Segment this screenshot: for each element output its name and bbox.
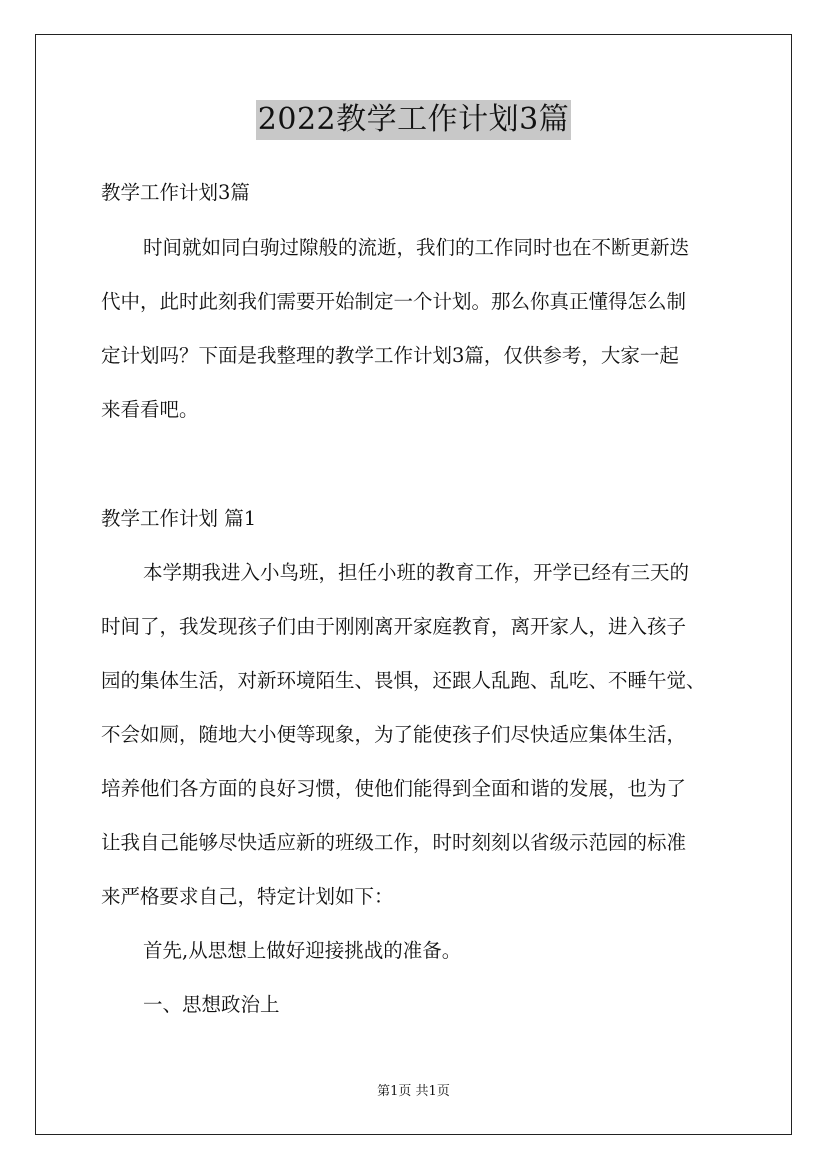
body-line: 园的集体生活，对新环境陌生、畏惧，还跟人乱跑、乱吃、不睡午觉、 [101, 669, 706, 692]
body-line: 让我自己能够尽快适应新的班级工作，时时刻刻以省级示范园的标准 [101, 831, 687, 854]
body-line: 不会如厕，随地大小便等现象，为了能使孩子们尽快适应集体生活， [101, 723, 687, 746]
body-line: 时间了，我发现孩子们由于刚刚离开家庭教育，离开家人，进入孩子 [101, 615, 687, 638]
intro-line: 来看看吧。 [101, 398, 199, 421]
document-subtitle: 教学工作计划3篇 [101, 181, 250, 204]
intro-line: 定计划吗？下面是我整理的教学工作计划3篇，仅供参考，大家一起 [101, 344, 679, 367]
title-container [0, 100, 827, 140]
page-footer: 第1页 共1页 [377, 1084, 450, 1099]
body-line: 来严格要求自己，特定计划如下： [101, 885, 394, 908]
intro-line: 时间就如同白驹过隙般的流逝，我们的工作同时也在不断更新迭 [143, 236, 690, 259]
section-heading: 教学工作计划 篇1 [101, 507, 257, 530]
document-title: 2022教学工作计划3篇 [256, 100, 571, 140]
body-line: 本学期我进入小鸟班，担任小班的教育工作，开学已经有三天的 [143, 561, 690, 584]
body-line: 培养他们各方面的良好习惯，使他们能得到全面和谐的发展，也为了 [101, 777, 687, 800]
intro-line: 代中，此时此刻我们需要开始制定一个计划。那么你真正懂得怎么制 [101, 290, 687, 313]
point-line: 一、思想政治上 [143, 993, 280, 1016]
point-line: 首先,从思想上做好迎接挑战的准备。 [143, 939, 462, 962]
